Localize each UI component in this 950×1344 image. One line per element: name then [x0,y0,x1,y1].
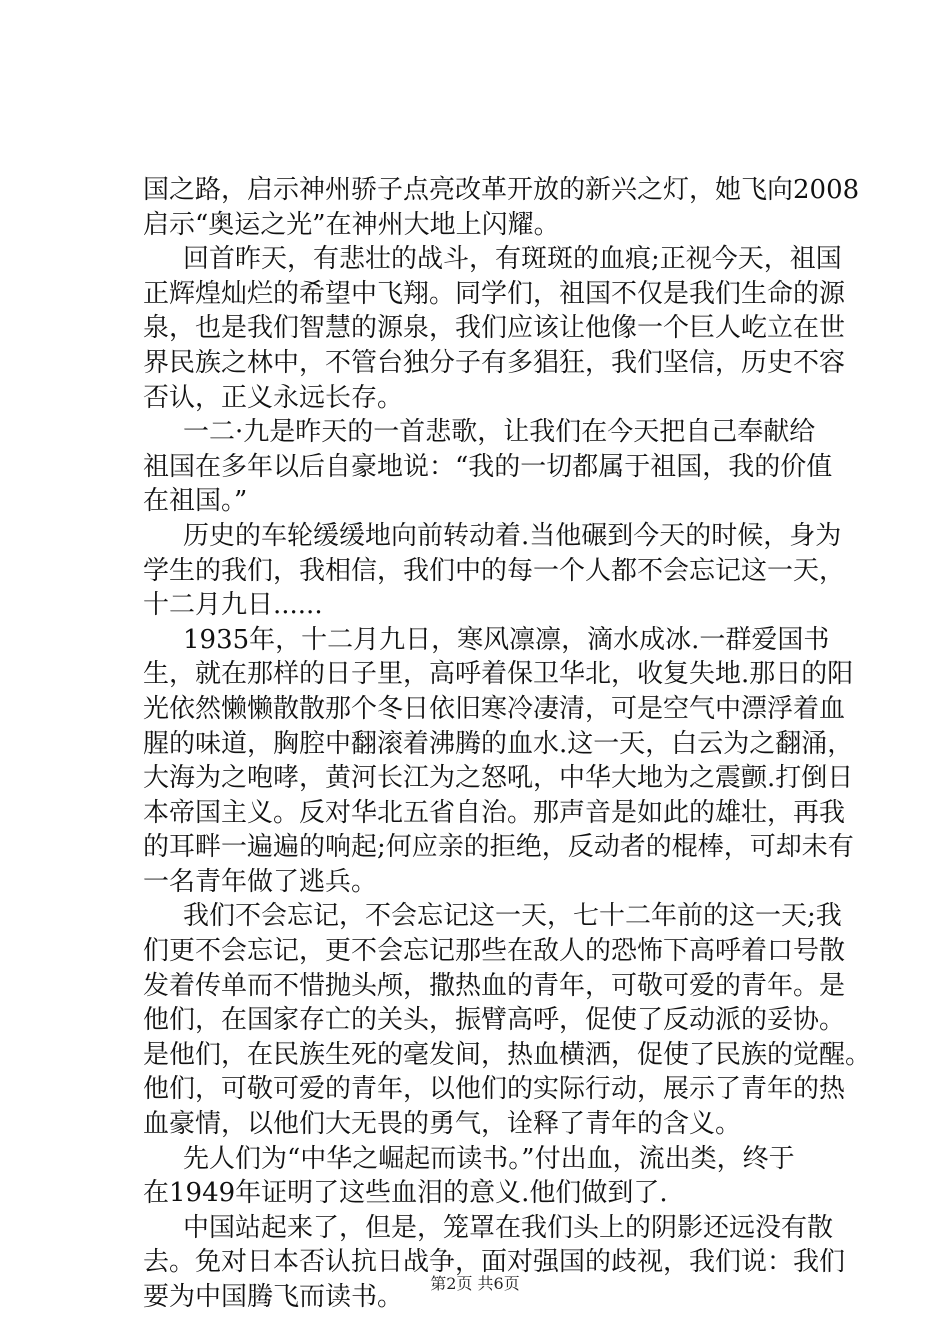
text-line: 界民族之林中，不管台独分子有多猖狂，我们坚信，历史不容 [143,347,846,378]
paragraph [143,1142,843,1211]
text-line: 要为中国腾飞而读书。 [143,1282,404,1312]
text-line: 正辉煌灿烂的希望中飞翔。同学们，祖国不仅是我们生命的源 [143,278,846,309]
text-line: 他们，可敬可爱的青年，以他们的实际行动，展示了青年的热 [143,1074,846,1105]
text-line: 在祖国。” [143,486,248,517]
text-line: 我们不会忘记，不会忘记这一天，七十二年前的这一天;我 [183,901,842,932]
paragraph [143,519,846,623]
text-line: 血豪情，以他们大无畏的勇气，诠释了青年的含义。 [143,1109,742,1140]
text-line: 历史的车轮缓缓地向前转动着.当他碾到今天的时候，身为 [183,520,842,551]
paragraph [143,415,843,519]
text-line: 发着传单而不惜抛头颅，撒热血的青年，可敬可爱的青年。是 [143,970,846,1001]
text-line: 祖国在多年以后自豪地说：“我的一切都属于祖国，我的价值 [143,451,833,482]
document-body [143,173,872,1315]
paragraph [143,1211,846,1315]
paragraph [143,899,872,1141]
text-line: 腥的味道，胸腔中翻滚着沸腾的血水.这一天，白云为之翻涌， [143,728,854,759]
text-line: 启示“奥运之光”在神州大地上闪耀。 [143,209,560,240]
text-line: 的耳畔一遍遍的响起;何应亲的拒绝，反动者的棍棒，可却未有 [143,832,854,863]
page-footer: 第2页 共6页 [430,1274,520,1293]
text-line: 大海为之咆哮，黄河长江为之怒吼，中华大地为之震颤.打倒日 [143,763,854,794]
text-line: 生，就在那样的日子里，高呼着保卫华北，收复失地.那日的阳 [143,659,854,690]
text-line: 一名青年做了逃兵。 [143,866,378,897]
text-line: 他们，在国家存亡的关头，振臂高呼，促使了反动派的妥协。 [143,1005,846,1036]
text-line: 先人们为“中华之崛起而读书。”付出血，流出类，终于 [183,1143,795,1174]
paragraph [143,623,854,900]
text-line: 中国站起来了，但是，笼罩在我们头上的阴影还远没有散 [183,1212,834,1243]
text-line: 十二月九日...... [143,590,323,621]
paragraph [143,173,860,242]
text-line: 泉，也是我们智慧的源泉，我们应该让他像一个巨人屹立在世 [143,313,846,344]
text-line: 们更不会忘记，更不会忘记那些在敌人的恐怖下高呼着口号散 [143,936,846,967]
text-line: 在1949年证明了这些血泪的意义.他们做到了. [143,1178,668,1209]
text-line: 一二·九是昨天的一首悲歌，让我们在今天把自己奉献给 [183,417,816,448]
text-line: 学生的我们，我相信，我们中的每一个人都不会忘记这一天， [143,555,846,586]
text-line: 国之路，启示神州骄子点亮改革开放的新兴之灯，她飞向2008 [143,175,860,205]
paragraph [143,242,846,415]
text-line: 去。免对日本否认抗日战争，面对强国的歧视，我们说：我们 [143,1247,846,1278]
text-line: 1935年，十二月九日，寒风凛凛，滴水成冰.一群爱国书 [183,624,830,655]
text-line: 否认，正义永远长存。 [143,382,404,413]
text-line: 回首昨天，有悲壮的战斗，有斑斑的血痕;正视今天，祖国 [183,244,842,275]
text-line: 是他们，在民族生死的毫发间，热血横洒，促使了民族的觉醒。 [143,1039,872,1070]
text-line: 本帝国主义。反对华北五省自治。那声音是如此的雄壮，再我 [143,797,846,828]
text-line: 光依然懒懒散散那个冬日依旧寒冷凄清，可是空气中漂浮着血 [143,693,846,724]
